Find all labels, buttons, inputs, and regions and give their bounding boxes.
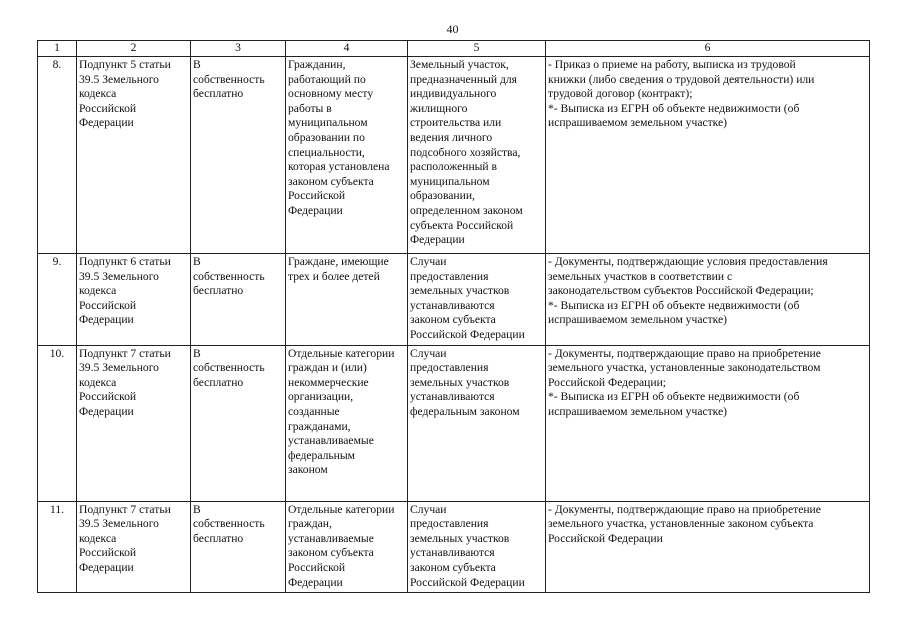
documents-text: - Документы, подтверждающие право на приобретение земельного участка, установленные законодательством Российской Федерации; *- Выписка из ЕГРН об объекте недвижимости (об испрашиваемом земельном участке) (548, 346, 821, 418)
column-header: 5 (408, 41, 546, 57)
column-header: 4 (286, 41, 408, 57)
land-plot-cell (408, 254, 546, 346)
grant-type-text: В собственность бесплатно (193, 502, 265, 545)
grant-type-cell (191, 501, 286, 593)
legal-basis-text: Подпункт 6 статьи 39.5 Земельного кодекса Российской Федерации (79, 255, 171, 327)
recipients-text: Гражданин, работающий по основному месту работы в муниципальном образовании по специальности, которая установлена законом субъекта Российской Федерации (288, 58, 390, 217)
table-row (38, 57, 870, 254)
documents-text: - Приказ о приеме на работу, выписка из трудовой книжки (либо сведения о трудовой деятельности) или трудовой договор (контракт); *- Выписка из ЕГРН об объекте недвижимости (об испрашиваемом земельном участке) (548, 58, 815, 130)
row-number: 9. (38, 254, 77, 346)
column-header: 6 (546, 41, 870, 57)
documents-cell (546, 345, 870, 501)
column-header: 2 (77, 41, 191, 57)
recipients-cell (286, 345, 408, 501)
documents-cell (546, 254, 870, 346)
land-plot-cell (408, 345, 546, 501)
land-plot-cell (408, 501, 546, 593)
recipients-text: Отдельные категории граждан и (или) некоммерческие организации, созданные гражданами, устанавливаемые федеральным законом (288, 346, 395, 477)
grant-type-text: В собственность бесплатно (193, 58, 265, 101)
legal-basis-cell (77, 345, 191, 501)
recipients-text: Граждане, имеющие трех и более детей (288, 255, 389, 283)
recipients-text: Отдельные категории граждан, устанавливаемые законом субъекта Российской Федерации (288, 502, 395, 589)
documents-text: - Документы, подтверждающие право на приобретение земельного участка, установленные законом субъекта Российской Федерации (548, 502, 821, 545)
legal-basis-text: Подпункт 5 статьи 39.5 Земельного кодекса Российской Федерации (79, 58, 171, 130)
table-row (38, 345, 870, 501)
column-header: 3 (191, 41, 286, 57)
documents-cell (546, 57, 870, 254)
legal-basis-text: Подпункт 7 статьи 39.5 Земельного кодекса Российской Федерации (79, 502, 171, 574)
documents-cell (546, 501, 870, 593)
legal-basis-text: Подпункт 7 статьи 39.5 Земельного кодекса Российской Федерации (79, 346, 171, 418)
grant-type-text: В собственность бесплатно (193, 255, 265, 298)
recipients-cell (286, 254, 408, 346)
recipients-cell (286, 501, 408, 593)
column-number-row (38, 41, 870, 57)
land-plot-text: Случаи предоставления земельных участков устанавливаются законом субъекта Российской Федерации (410, 255, 525, 341)
grant-type-text: В собственность бесплатно (193, 346, 265, 389)
page-number: 40 (446, 22, 459, 36)
grant-type-cell (191, 254, 286, 346)
land-plot-text: Случаи предоставления земельных участков устанавливаются федеральным законом (410, 346, 520, 418)
row-number: 11. (38, 501, 77, 593)
land-grant-table (37, 40, 870, 593)
table-row (38, 254, 870, 346)
legal-basis-cell (77, 57, 191, 254)
row-number: 8. (38, 57, 77, 254)
land-plot-text: Случаи предоставления земельных участков устанавливаются законом субъекта Российской Федерации (410, 502, 525, 589)
recipients-cell (286, 57, 408, 254)
grant-type-cell (191, 57, 286, 254)
legal-basis-cell (77, 254, 191, 346)
legal-basis-cell (77, 501, 191, 593)
land-plot-text: Земельный участок, предназначенный для индивидуального жилищного строительства или ведения личного подсобного хозяйства, расположенный в муниципальном образовании, определенном законом субъекта Российской Федерации (410, 58, 523, 247)
documents-text: - Документы, подтверждающие условия предоставления земельных участков в соответствии с законодательством субъектов Российской Федерации; *- Выписка из ЕГРН об объекте недвижимости (об испрашиваемом земельном участке) (548, 255, 828, 327)
land-plot-cell (408, 57, 546, 254)
column-header: 1 (38, 41, 77, 57)
table-row (38, 501, 870, 593)
grant-type-cell (191, 345, 286, 501)
row-number: 10. (38, 345, 77, 501)
